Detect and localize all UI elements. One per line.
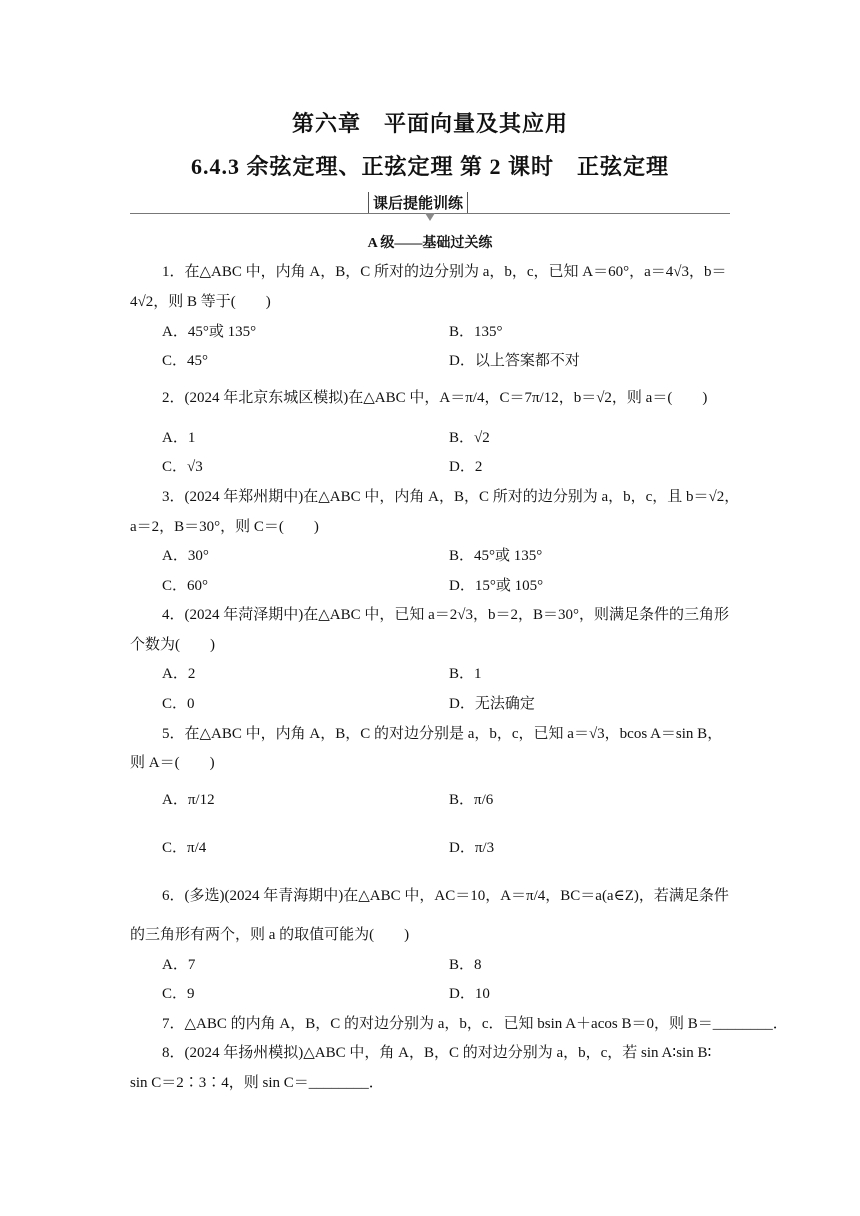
question-5-stem: 5．在△ABC 中，内角 A，B，C 的对边分别是 a，b，c，已知 a＝√3，bcos A＝sin B，	[162, 726, 723, 742]
question-2-option-c: C．√3	[162, 459, 203, 475]
question-6-stem-cont: 的三角形有两个，则 a 的取值可能为( )	[130, 927, 410, 943]
question-3-option-a: A．30°	[162, 548, 209, 564]
question-5-option-c: C．π/4	[162, 840, 207, 856]
question-4-option-a: A．2	[162, 666, 196, 682]
question-4-option-c: C．0	[162, 696, 195, 712]
exercise-banner: 课后提能训练	[368, 192, 468, 213]
triangle-marker-icon	[425, 213, 435, 221]
question-3-stem: 3．(2024 年郑州期中)在△ABC 中，内角 A，B，C 所对的边分别为 a，b，c，且 b＝√2，	[162, 489, 740, 505]
question-6-option-b: B．8	[449, 957, 482, 973]
question-2-option-a: A．1	[162, 430, 196, 446]
question-1-stem: 1．在△ABC 中，内角 A，B，C 所对的边分别为 a，b，c，已知 A＝60°，a＝4√3，b＝	[162, 264, 727, 280]
question-6-option-a: A．7	[162, 957, 196, 973]
question-6-option-d: D．10	[449, 986, 490, 1002]
question-5-option-a: A．π/12	[162, 792, 215, 808]
question-1-option-d: D．以上答案都不对	[449, 353, 580, 369]
question-6-option-c: C．9	[162, 986, 195, 1002]
chapter-title: 第六章 平面向量及其应用	[291, 111, 568, 136]
question-6-stem: 6．(多选)(2024 年青海期中)在△ABC 中，AC＝10，A＝π/4，BC＝a(a∈Z)，若满足条件	[162, 888, 729, 904]
question-5-stem-cont: 则 A＝( )	[130, 755, 215, 771]
question-5-option-d: D．π/3	[449, 840, 495, 856]
question-8-stem-cont: sin C＝2∶3∶4，则 sin C＝________．	[130, 1075, 384, 1091]
question-3-option-d: D．15°或 105°	[449, 578, 544, 594]
question-2-option-b: B．√2	[449, 430, 490, 446]
level-heading: A 级——基础过关练	[367, 236, 493, 251]
question-3-stem-cont: a＝2，B＝30°，则 C＝( )	[130, 519, 319, 535]
question-2-option-d: D．2	[449, 459, 483, 475]
question-4-stem: 4．(2024 年菏泽期中)在△ABC 中，已知 a＝2√3，b＝2，B＝30°，则满足条件的三角形	[162, 607, 730, 623]
question-4-stem-cont: 个数为( )	[130, 637, 215, 653]
question-5-option-b: B．π/6	[449, 792, 494, 808]
question-1-option-b: B．135°	[449, 324, 503, 340]
question-4-option-b: B．1	[449, 666, 482, 682]
question-1-stem-cont: 4√2，则 B 等于( )	[130, 294, 271, 310]
question-1-option-a: A．45°或 135°	[162, 324, 257, 340]
question-4-option-d: D．无法确定	[449, 696, 535, 712]
section-title: 6.4.3 余弦定理、正弦定理 第 2 课时 正弦定理	[190, 154, 669, 179]
question-1-option-c: C．45°	[162, 353, 209, 369]
question-3-option-c: C．60°	[162, 578, 209, 594]
question-2-stem: 2．(2024 年北京东城区模拟)在△ABC 中，A＝π/4，C＝7π/12，b＝√2，则 a＝( )	[162, 390, 708, 406]
question-3-option-b: B．45°或 135°	[449, 548, 543, 564]
question-8-stem: 8．(2024 年扬州模拟)△ABC 中，角 A，B，C 的对边分别为 a，b，c，若 sin A∶sin B∶	[162, 1045, 712, 1061]
question-7-stem: 7．△ABC 的内角 A，B，C 的对边分别为 a，b，c．已知 bsin A＋acos B＝0，则 B＝________．	[162, 1016, 788, 1032]
